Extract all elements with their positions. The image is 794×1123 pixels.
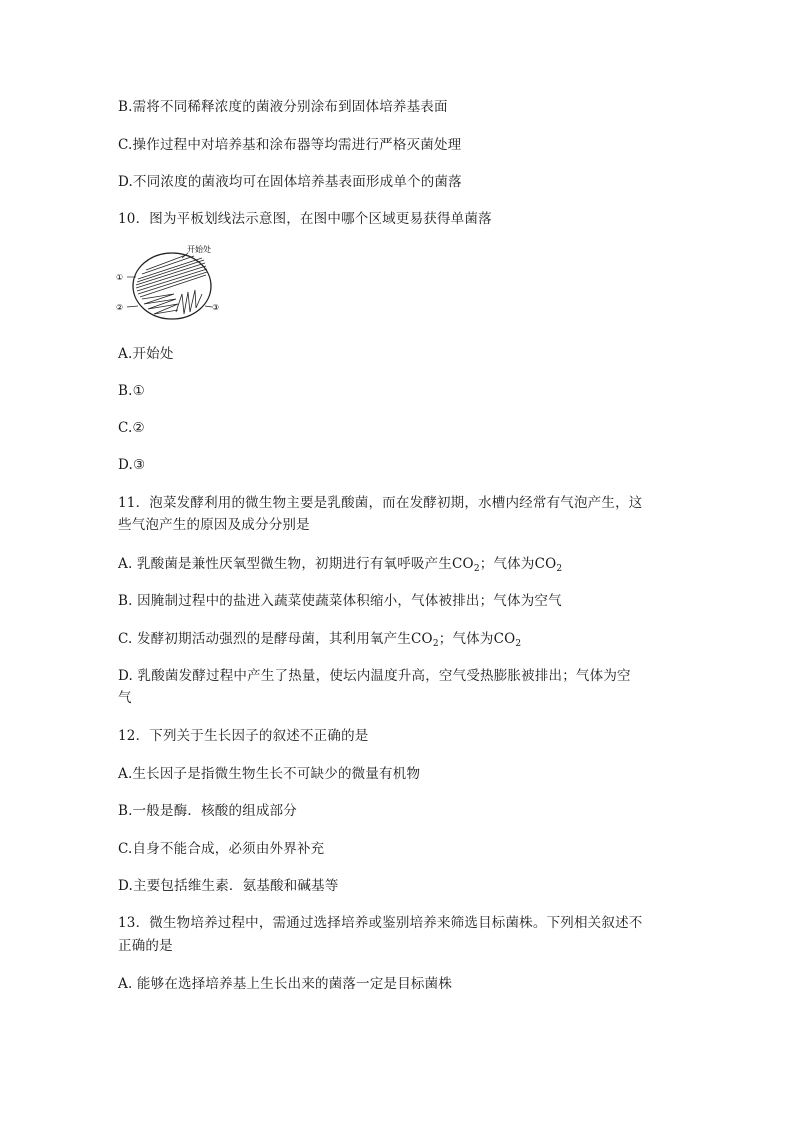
q11-option-c-text: C. 发酵初期活动强烈的是酵母菌，其利用氧产生CO (118, 631, 433, 647)
q11-option-c-mid: ；气体为CO (438, 631, 516, 647)
q12-option-c: C.自身不能合成，必须由外界补充 (118, 841, 325, 857)
co2-subscript: 2 (473, 564, 480, 574)
q12-option-b: B.一般是酶．核酸的组成部分 (118, 803, 298, 819)
q13-option-a: A. 能够在选择培养基上生长出来的菌落一定是目标菌株 (118, 976, 453, 992)
streak-plate-figure (116, 244, 222, 324)
region-3-label: ③ (212, 303, 220, 312)
q10-stem: 10．图为平板划线法示意图，在图中哪个区域更易获得单菌落 (118, 211, 492, 227)
q11-option-d-line-2: 气 (118, 690, 132, 706)
q12-option-d: D.主要包括维生素．氨基酸和碱基等 (118, 878, 339, 894)
co2-subscript: 2 (556, 564, 563, 574)
q10-option-a: A.开始处 (118, 346, 174, 362)
co2-subscript: 2 (432, 639, 439, 649)
streak-plate-diagram (116, 244, 222, 324)
q13-stem-line-1: 13．微生物培养过程中，需通过选择培养或鉴别培养来筛选目标菌株。下列相关叙述不 (118, 915, 643, 931)
q11-option-a-mid: ；气体为CO (479, 556, 557, 572)
q11-option-a (118, 555, 562, 573)
q11-option-d-line-1: D. 乳酸菌发酵过程中产生了热量，使坛内温度升高，空气受热膨胀被排出；气体为空 (118, 668, 631, 684)
q10-option-b: B.① (118, 383, 145, 399)
q11-stem-line-2: 些气泡产生的原因及成分分别是 (118, 517, 310, 533)
q11-option-a-text: A. 乳酸菌是兼性厌氧型微生物，初期进行有氧呼吸产生CO (118, 556, 474, 572)
start-label: 开始处 (187, 245, 211, 254)
q13-stem-line-2: 正确的是 (118, 938, 173, 954)
q12-stem: 12．下列关于生长因子的叙述不正确的是 (118, 728, 369, 744)
q10-option-c: C.② (118, 420, 145, 436)
q11-option-b: B. 因腌制过程中的盐进入蔬菜使蔬菜体积缩小，气体被排出；气体为空气 (118, 593, 562, 609)
co2-subscript: 2 (515, 639, 522, 649)
q10-option-d: D.③ (118, 457, 146, 473)
q12-option-a: A.生长因子是指微生物生长不可缺少的微量有机物 (118, 766, 421, 782)
region-2-label: ② (116, 303, 124, 312)
q11-stem-line-1: 11．泡菜发酵利用的微生物主要是乳酸菌，而在发酵初期，水槽内经常有气泡产生，这 (118, 495, 643, 511)
q9-option-d: D.不同浓度的菌液均可在固体培养基表面形成单个的菌落 (118, 174, 462, 190)
region-1-label: ① (116, 273, 124, 282)
q9-option-b: B.需将不同稀释浓度的菌液分别涂布到固体培养基表面 (118, 99, 448, 115)
q11-option-c (118, 630, 521, 648)
q9-option-c: C.操作过程中对培养基和涂布器等均需进行严格灭菌处理 (118, 137, 462, 153)
